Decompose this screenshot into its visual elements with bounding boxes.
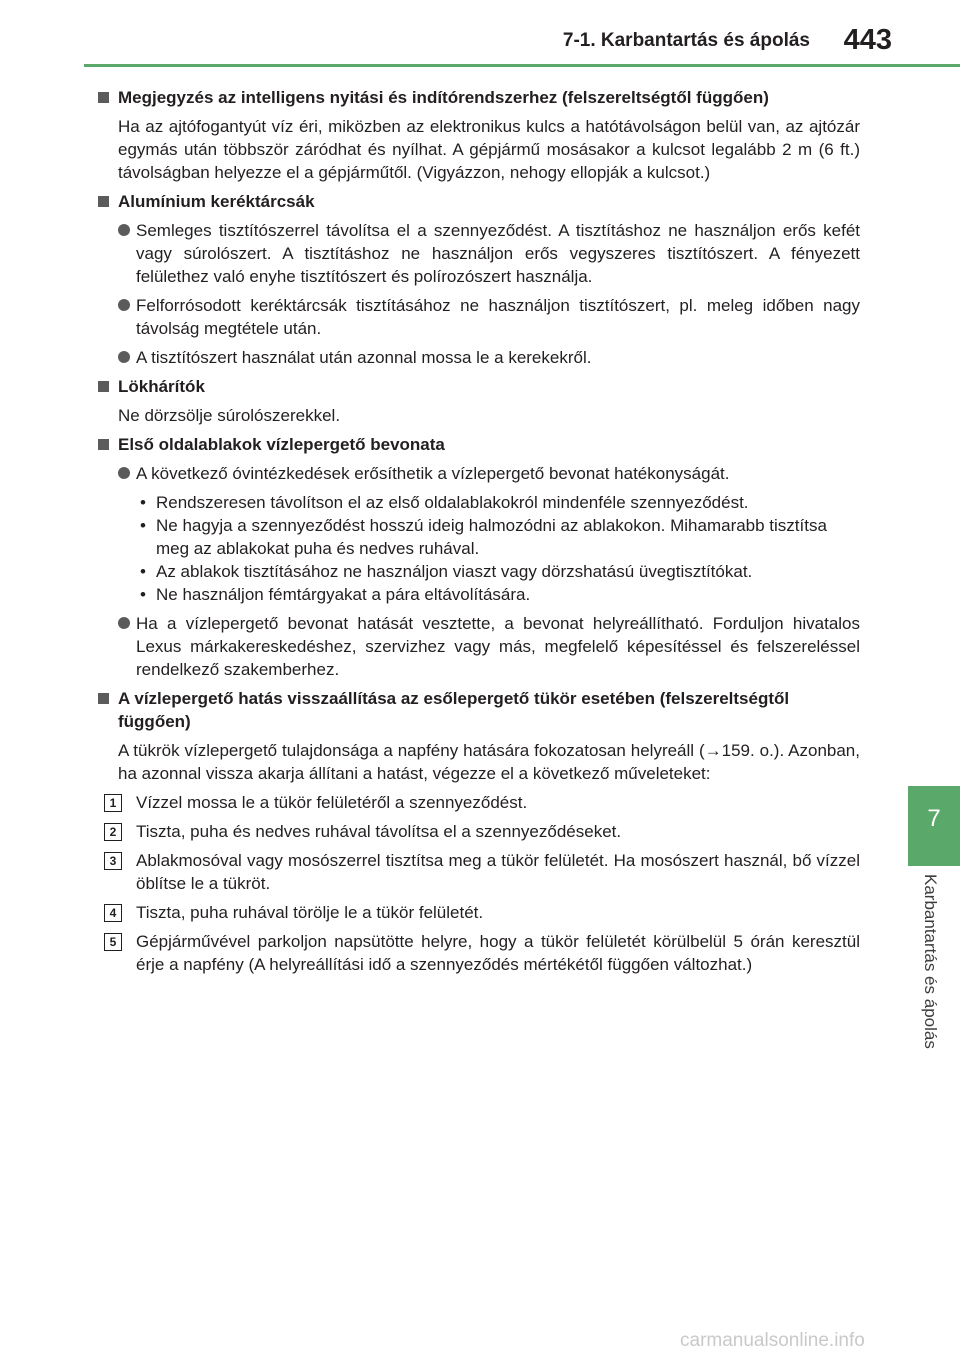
sub-list-item (136, 560, 860, 583)
page-number: 443 (843, 24, 892, 56)
step-text: Vízzel mossa le a tükör felületéről a szennyeződést. (136, 793, 528, 812)
dot-bullet-icon: • (140, 585, 146, 604)
section-text: A tükrök vízlepergető tulajdonsága a napfény hatására fokozatosan helyreáll (→159. o.). Azonban, ha azonnal vissza akarja állítani a hatást, végezze el a következő műveleteket: (118, 741, 860, 783)
step-number: 4 (104, 904, 122, 922)
step-text: Tiszta, puha és nedves ruhával távolítsa el a szennyeződéseket. (136, 822, 622, 841)
section-title: Lökhárítók (118, 377, 205, 396)
dot-bullet-icon: • (140, 493, 146, 512)
sub-item-text: Rendszeresen távolítson el az első oldalablakokról mindenféle szennyeződést. (156, 493, 749, 512)
section-title: Első oldalablakok vízlepergető bevonata (118, 435, 445, 454)
circle-bullet-icon (118, 224, 130, 236)
section-heading (96, 86, 860, 109)
circle-bullet-icon (118, 467, 130, 479)
chapter-title: 7-1. Karbantartás és ápolás (562, 30, 810, 51)
sub-item-text: Ne hagyja a szennyeződést hosszú ideig halmozódni az ablakokon. Mihamarabb tisztítsa meg az ablakokat puha és nedves ruhával. (156, 516, 827, 558)
section-title: A vízlepergető hatás visszaállítása az esőlepergető tükör esetében (felszereltségtől függően) (118, 689, 790, 731)
bullet-text: A következő óvintézkedések erősíthetik a vízlepergető bevonat hatékonyságát. (136, 464, 730, 483)
step-item (96, 820, 860, 843)
bullet-text: Semleges tisztítószerrel távolítsa el a szennyeződést. A tisztításhoz ne használjon erős kefét vagy súrolószert. A tisztításhoz ne használjon erős vegyszeres tisztítószert. A fényezett felülethez való enyhe tisztítószert és polírozószert használja. (136, 221, 860, 286)
section-text: Ha az ajtófogantyút víz éri, miközben az elektronikus kulcs a hatótávolságon belül van, az ajtózár egymás után többször záródhat és nyílhat. A gépjármű mosásakor a kulcsot legalább 2 m (6 ft.) távolságban helyezze el a gépjárműtől. (Vigyázzon, nehogy ellopják a kulcsot.) (118, 117, 860, 182)
square-bullet-icon (98, 196, 109, 207)
step-text: Ablakmosóval vagy mosószerrel tisztítsa meg a tükör felületét. Ha mosószert használ, bő vízzel öblítse le a tükröt. (136, 851, 860, 893)
step-number: 2 (104, 823, 122, 841)
sub-list (96, 491, 860, 606)
square-bullet-icon (98, 92, 109, 103)
step-number: 1 (104, 794, 122, 812)
square-bullet-icon (98, 693, 109, 704)
sub-list-item (136, 583, 860, 606)
bullet-item (96, 346, 860, 369)
page-content (96, 80, 860, 976)
section-heading (96, 190, 860, 213)
circle-bullet-icon (118, 351, 130, 363)
step-item (96, 930, 860, 976)
bullet-text: A tisztítószert használat után azonnal mossa le a kerekekről. (136, 348, 592, 367)
header-rule (84, 64, 960, 67)
step-item (96, 791, 860, 814)
step-text: Tiszta, puha ruhával törölje le a tükör felületét. (136, 903, 484, 922)
watermark: carmanualsonline.info (680, 1330, 865, 1351)
bullet-text: Ha a vízlepergető bevonat hatását vesztette, a bevonat helyreállítható. Forduljon hivatalos Lexus márkakereskedéshez, szervizhez vagy más, megfelelő képesítéssel és felszereléssel rendelkező szakemberhez. (136, 614, 860, 679)
chapter-tab-label: Karbantartás és ápolás (921, 874, 940, 1049)
step-item (96, 849, 860, 895)
bullet-item (96, 612, 860, 681)
chapter-tab[interactable]: 7 (908, 786, 960, 866)
sub-list-item (136, 514, 860, 560)
dot-bullet-icon: • (140, 562, 146, 581)
bullet-item (96, 294, 860, 340)
section-text: Ne dörzsölje súrolószerekkel. (118, 406, 341, 425)
section-heading (96, 433, 860, 456)
sub-item-text: Ne használjon fémtárgyakat a pára eltávolítására. (156, 585, 531, 604)
sub-item-text: Az ablakok tisztításához ne használjon viaszt vagy dörzshatású üvegtisztítókat. (156, 562, 753, 581)
section-title: Megjegyzés az intelligens nyitási és indítórendszerhez (felszereltségtől függően) (118, 88, 769, 107)
circle-bullet-icon (118, 299, 130, 311)
square-bullet-icon (98, 439, 109, 450)
section-title: Alumínium keréktárcsák (118, 192, 315, 211)
step-number: 5 (104, 933, 122, 951)
bullet-item (96, 219, 860, 288)
square-bullet-icon (98, 381, 109, 392)
sub-list-item (136, 491, 860, 514)
step-number: 3 (104, 852, 122, 870)
dot-bullet-icon: • (140, 516, 146, 535)
bullet-item (96, 462, 860, 485)
section-heading (96, 375, 860, 398)
step-item (96, 901, 860, 924)
circle-bullet-icon (118, 617, 130, 629)
section-heading (96, 687, 860, 733)
step-text: Gépjárművével parkoljon napsütötte helyre, hogy a tükör felületét körülbelül 5 órán keresztül érje a napfény (A helyreállítási idő a szennyeződés mértékétől függően változhat.) (136, 932, 860, 974)
bullet-text: Felforrósodott keréktárcsák tisztításához ne használjon tisztítószert, pl. meleg időben nagy távolság megtétele után. (136, 296, 860, 338)
